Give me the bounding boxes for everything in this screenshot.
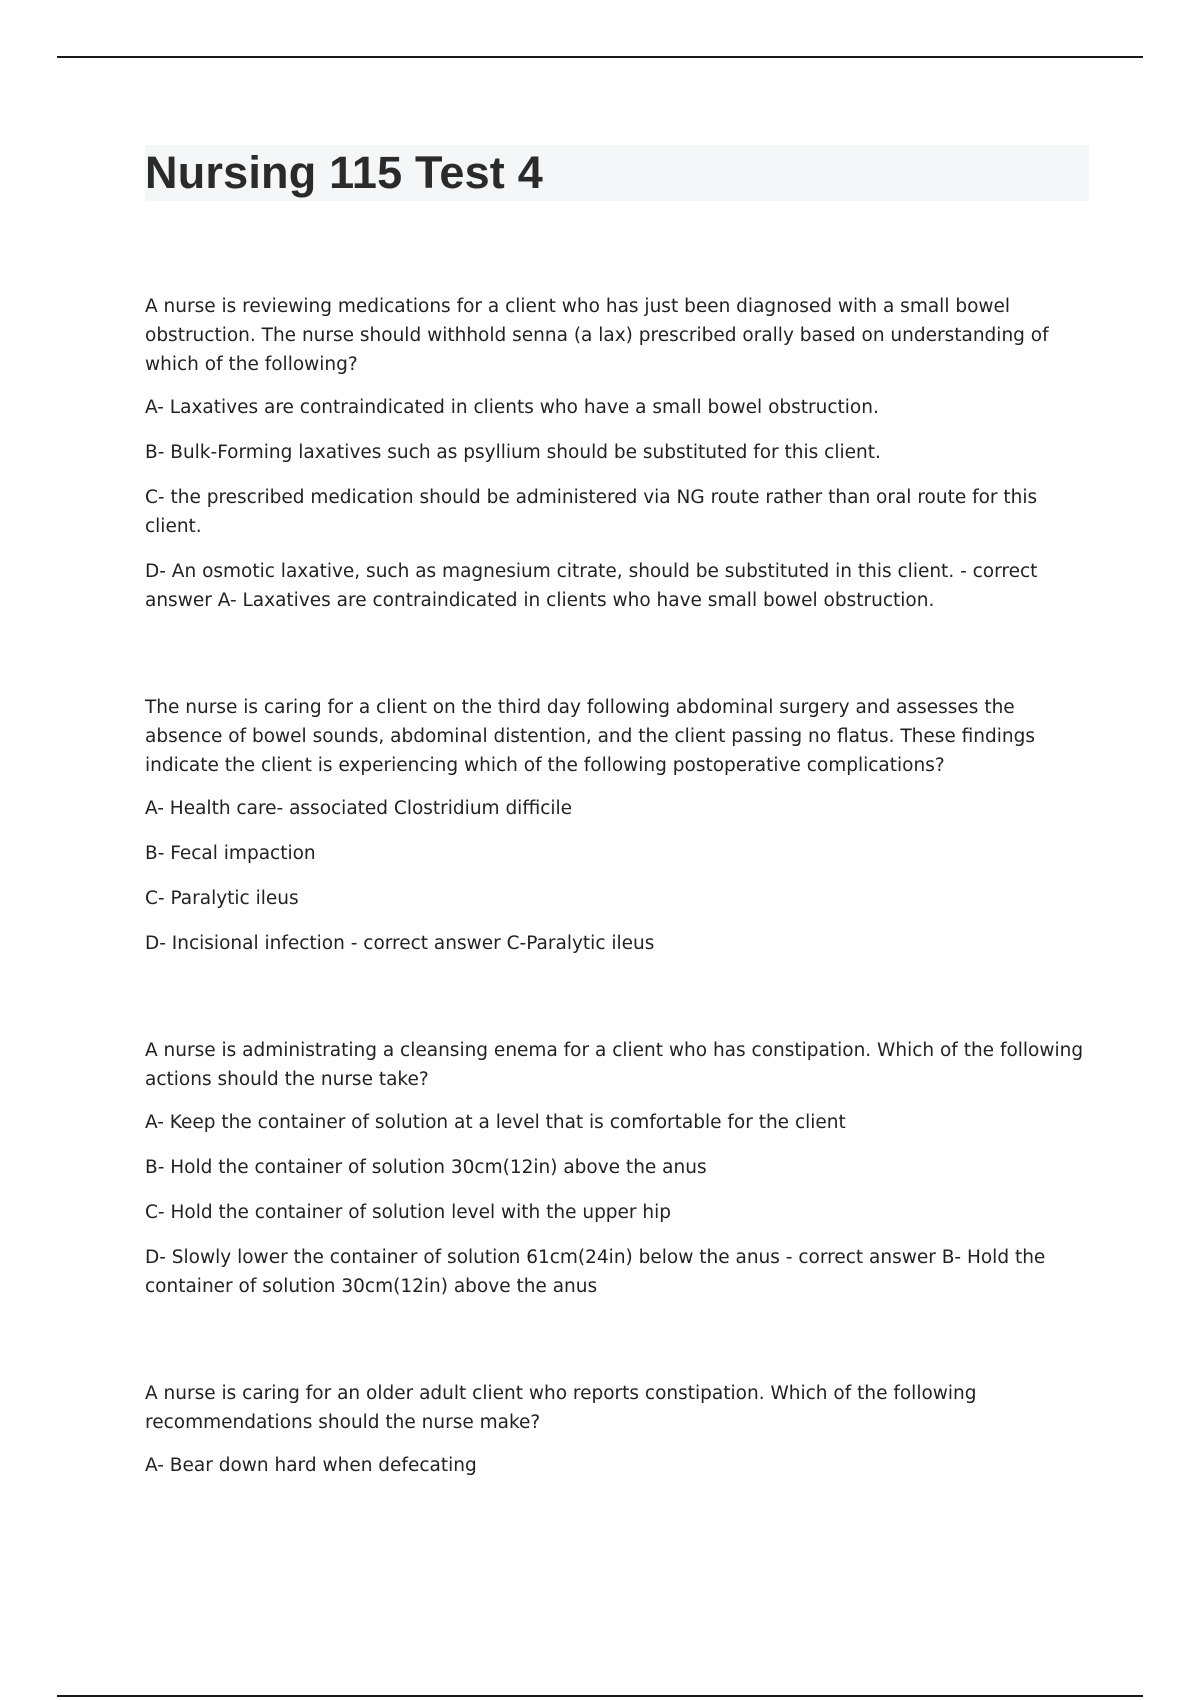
question-list [145,292,1095,1558]
answer-option: C- Paralytic ileus [145,888,299,909]
question-stem: A nurse is administrating a cleansing enema for a client who has constipation. Which of the following actions should the nurse take? [145,1040,1084,1090]
answer-option: A- Bear down hard when defecating [145,1455,477,1476]
question-block [145,1379,1095,1480]
question-block [145,1036,1095,1301]
header-rule [57,56,1143,58]
question-stem: A nurse is reviewing medications for a client who has just been diagnosed with a small bowel obstruction. The nurse should withhold senna (a lax) prescribed orally based on understanding of which of the following? [145,296,1049,375]
answer-option: C- Hold the container of solution level with the upper hip [145,1202,672,1223]
question-stem: The nurse is caring for a client on the third day following abdominal surgery and assesses the absence of bowel sounds, abdominal distention, and the client passing no flatus. These findings indicate the client is experiencing which of the following postoperative complications? [145,697,1036,776]
answer-option: C- the prescribed medication should be administered via NG route rather than oral route for this client. [145,487,1038,537]
answer-option: B- Fecal impaction [145,843,316,864]
answer-option: B- Hold the container of solution 30cm(12in) above the anus [145,1157,707,1178]
answer-option: A- Keep the container of solution at a level that is comfortable for the client [145,1112,846,1133]
answer-option: B- Bulk-Forming laxatives such as psyllium should be substituted for this client. [145,442,881,463]
answer-option-with-correct-answer: D- An osmotic laxative, such as magnesium citrate, should be substituted in this client. - correct answer A- Laxatives are contraindicated in clients who have small bowel obstruction. [145,561,1038,611]
question-block [145,292,1095,615]
answer-option: A- Health care- associated Clostridium difficile [145,798,573,819]
question-stem: A nurse is caring for an older adult client who reports constipation. Which of the following recommendations should the nurse make? [145,1383,977,1433]
question-block [145,693,1095,958]
document-title: Nursing 115 Test 4 [145,147,543,198]
footer-rule [57,1695,1143,1697]
answer-option-with-correct-answer: D- Slowly lower the container of solution 61cm(24in) below the anus - correct answer B- Hold the container of solution 30cm(12in) above the anus [145,1247,1046,1297]
answer-option-with-correct-answer: D- Incisional infection - correct answer C-Paralytic ileus [145,933,655,954]
answer-option: A- Laxatives are contraindicated in clients who have a small bowel obstruction. [145,397,879,418]
